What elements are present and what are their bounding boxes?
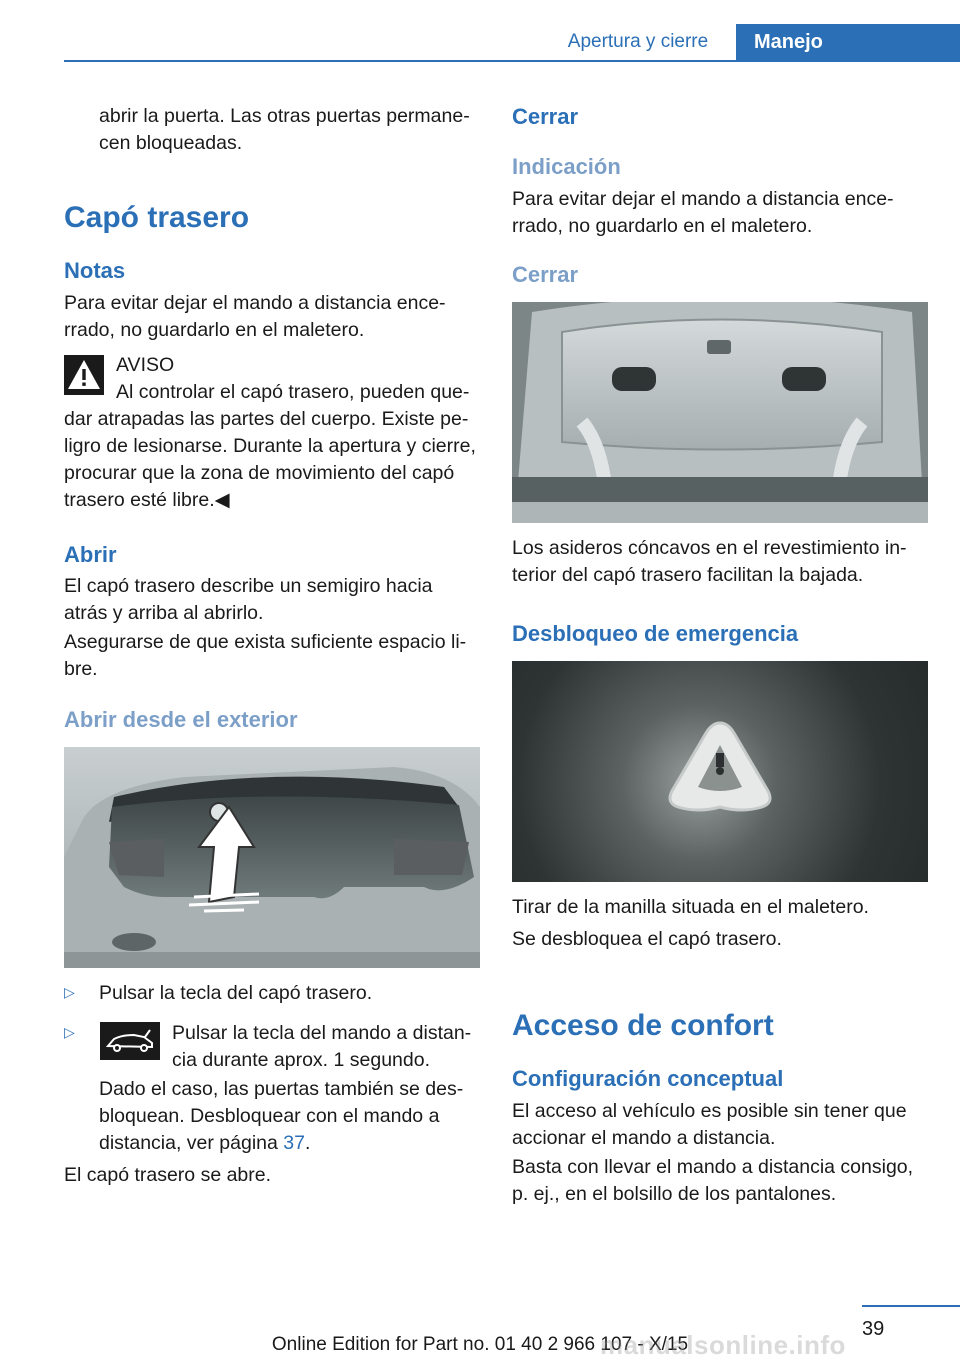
bullet-subtext: Dado el caso, las puertas también se des‐ bloquean. Desbloquear con el mando a distancia, ver página 37. (99, 1078, 464, 1154)
bullet-text: Pulsar la tecla del mando a distan‐ cia durante aprox. 1 segundo. (172, 1022, 472, 1071)
warning-text: Al controlar el capó trasero, pueden que‐ (116, 381, 470, 403)
result-text: El capó trasero se abre. (64, 1164, 272, 1186)
indicacion-text: Para evitar dejar el mando a distancia ence‐ rrado, no guardarlo en el maletero. (512, 188, 894, 237)
watermark: manualsonline.info (600, 1330, 846, 1360)
confort-text-1: El acceso al vehículo es posible sin tener que accionar el mando a distancia. (512, 1100, 907, 1149)
page-number: 39 (862, 1318, 885, 1340)
heading-abrir-exterior: Abrir desde el exterior (64, 707, 298, 732)
emergency-release-handle-image (512, 661, 928, 882)
warning-triangle-icon (64, 355, 104, 395)
emergencia-text-2: Se desbloquea el capó trasero. (512, 928, 782, 950)
header-section-title: Apertura y cierre (567, 31, 709, 52)
heading-configuracion-conceptual: Configuración conceptual (512, 1066, 784, 1091)
heading-indicacion: Indicación (512, 154, 621, 179)
bullet-item-1 (64, 980, 484, 1010)
heading-abrir: Abrir (64, 542, 117, 567)
warning-text-continued: dar atrapadas las partes del cuerpo. Existe pe‐ ligro de lesionarse. Durante la apertura y cierre, procurar que la zona de movimiento del capó trasero esté libre.◀ (64, 408, 476, 511)
abrir-text-1: El capó trasero describe un semigiro hacia atrás y arriba al abrirlo. (64, 575, 433, 624)
emergencia-text-1: Tirar de la manilla situada en el maletero. (512, 896, 869, 918)
cerrar-caption: Los asideros cóncavos en el revestimiento in‐ terior del capó trasero facilitan la bajada. (512, 537, 907, 586)
footer-rule (862, 1305, 960, 1307)
heading-cerrar: Cerrar (512, 104, 579, 129)
car-rear-trunk-image (64, 747, 480, 968)
bullet-marker: ▷ (64, 984, 75, 1000)
bullet-item-2 (64, 1020, 484, 1160)
bullet-marker: ▷ (64, 1024, 75, 1040)
trunk-interior-image (512, 302, 928, 523)
heading-cerrar-sub: Cerrar (512, 262, 579, 287)
abrir-text-2: Asegurarse de que exista suficiente espacio li‐ bre. (64, 631, 467, 680)
section-title-acceso-confort: Acceso de confort (512, 1009, 774, 1042)
heading-notas: Notas (64, 258, 126, 283)
heading-desbloqueo-emergencia: Desbloqueo de emergencia (512, 621, 799, 646)
bullet-text: Pulsar la tecla del capó trasero. (99, 982, 373, 1004)
intro-text: abrir la puerta. Las otras puertas permane‐ cen bloqueadas. (99, 105, 470, 154)
online-edition-footer: Online Edition for Part no. 01 40 2 966 107 - X/15 (271, 1334, 689, 1355)
header-rule (64, 60, 960, 62)
confort-text-2: Basta con llevar el mando a distancia consigo, p. ej., en el bolsillo de los pantalones. (512, 1156, 914, 1205)
warning-label: AVISO (116, 354, 175, 376)
header-chapter-tab: Manejo (736, 24, 960, 62)
page-37-link[interactable]: 37 (283, 1132, 305, 1154)
remote-trunk-button-icon (100, 1022, 160, 1060)
section-title-capo-trasero: Capó trasero (64, 201, 250, 234)
notas-text: Para evitar dejar el mando a distancia ence‐ rrado, no guardarlo en el maletero. (64, 292, 446, 341)
